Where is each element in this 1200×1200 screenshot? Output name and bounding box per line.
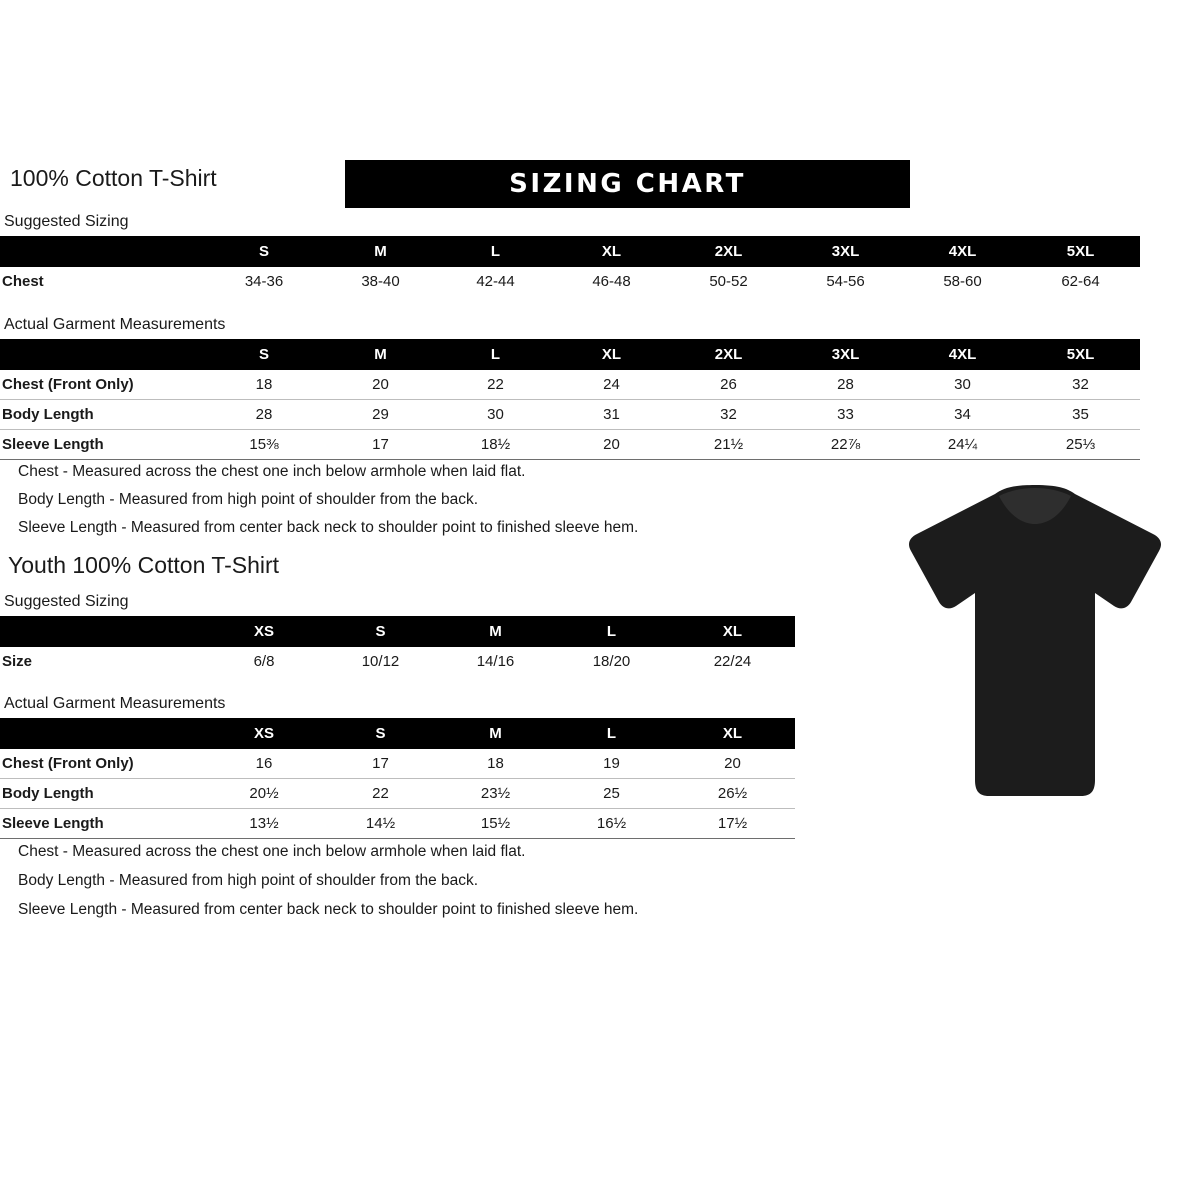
- cell: 46-48: [592, 273, 631, 290]
- row-label: Chest (Front Only): [2, 376, 134, 393]
- cell: 22/24: [713, 653, 752, 670]
- cell: 17: [372, 755, 389, 772]
- col-header: S: [205, 339, 323, 370]
- cell: 18: [487, 755, 504, 772]
- adult-note-sleeve-length: Sleeve Length - Measured from center back neck to shoulder point to finished sleeve hem.: [18, 519, 639, 536]
- cell: 24¼: [947, 436, 978, 453]
- col-header: L: [553, 718, 670, 749]
- col-header: 2XL: [670, 236, 787, 267]
- col-header: M: [323, 236, 438, 267]
- cell: 35: [1072, 406, 1089, 423]
- youth-actual-measurements-table: [0, 718, 795, 839]
- table-header-row: [0, 339, 1140, 370]
- row-label: Body Length: [2, 406, 94, 423]
- col-header: [0, 616, 205, 647]
- cell: 38-40: [361, 273, 400, 290]
- col-header: [0, 718, 205, 749]
- cell: 6/8: [253, 653, 275, 670]
- col-header: M: [438, 718, 553, 749]
- cell: 28: [255, 406, 273, 423]
- col-header: M: [323, 339, 438, 370]
- col-header: 3XL: [787, 236, 904, 267]
- table-row: [0, 647, 795, 676]
- cell: 15⅜: [249, 436, 279, 453]
- adult-note-body-length: Body Length - Measured from high point of shoulder from the back.: [18, 491, 479, 508]
- cell: 18/20: [592, 653, 631, 670]
- table-row: [0, 370, 1140, 400]
- cell: 25⅓: [1065, 436, 1096, 453]
- col-header: S: [323, 718, 438, 749]
- cell: 26: [720, 376, 737, 393]
- adult-header-row: [10, 165, 900, 205]
- cell: 15½: [480, 815, 511, 832]
- cell: 28: [837, 376, 854, 393]
- table-header-row: [0, 718, 795, 749]
- cell: 14½: [365, 815, 396, 832]
- row-label: Chest (Front Only): [2, 755, 134, 772]
- cell: 14/16: [476, 653, 515, 670]
- col-header: L: [438, 339, 553, 370]
- col-header: 5XL: [1021, 236, 1140, 267]
- cell: 25: [603, 785, 620, 802]
- cell: 58-60: [943, 273, 982, 290]
- cell: 16½: [596, 815, 627, 832]
- table-row: [0, 749, 795, 779]
- adult-actual-measurements-table: [0, 339, 1140, 460]
- adult-actual-measurements-label: Actual Garment Measurements: [4, 316, 226, 333]
- youth-suggested-sizing-table: [0, 616, 795, 676]
- col-header: L: [438, 236, 553, 267]
- cell: 32: [1072, 376, 1089, 393]
- table-header-row: [0, 616, 795, 647]
- adult-note-chest: Chest - Measured across the chest one inch below armhole when laid flat.: [18, 463, 526, 480]
- table-row: [0, 809, 795, 839]
- cell: 54-56: [826, 273, 865, 290]
- cell: 32: [720, 406, 737, 423]
- youth-note-chest: Chest - Measured across the chest one inch below armhole when laid flat.: [18, 843, 526, 860]
- cell: 33: [837, 406, 854, 423]
- cell: 42-44: [476, 273, 515, 290]
- cell: 34: [954, 406, 971, 423]
- table-row: [0, 267, 1140, 296]
- cell: 10/12: [361, 653, 400, 670]
- cell: 24: [603, 376, 620, 393]
- col-header: S: [323, 616, 438, 647]
- cell: 22⅞: [830, 436, 861, 453]
- cell: 23½: [480, 785, 511, 802]
- cell: 20: [372, 376, 389, 393]
- col-header: XL: [553, 339, 670, 370]
- table-row: [0, 779, 795, 809]
- cell: 34-36: [244, 273, 284, 290]
- col-header: 4XL: [904, 236, 1021, 267]
- sizing-chart-banner: [345, 160, 910, 208]
- col-header: XL: [670, 718, 795, 749]
- youth-suggested-sizing-label: Suggested Sizing: [4, 593, 129, 610]
- col-header: [0, 339, 205, 370]
- cell: 20: [724, 755, 741, 772]
- cell: 62-64: [1061, 273, 1100, 290]
- cell: 22: [487, 376, 504, 393]
- t-shirt-illustration: [895, 480, 1175, 810]
- cell: 22: [372, 785, 389, 802]
- banner-label: SIZING CHART: [509, 169, 746, 199]
- col-header: S: [205, 236, 323, 267]
- youth-note-sleeve-length: Sleeve Length - Measured from center back neck to shoulder point to finished sleeve hem.: [18, 901, 639, 918]
- cell: 20½: [249, 785, 279, 802]
- col-header: 2XL: [670, 339, 787, 370]
- col-header: [0, 236, 205, 267]
- cell: 17½: [717, 815, 748, 832]
- cell: 50-52: [709, 273, 748, 290]
- col-header: 4XL: [904, 339, 1021, 370]
- youth-section-title: Youth 100% Cotton T-Shirt: [8, 552, 280, 578]
- table-row: [0, 430, 1140, 460]
- cell: 31: [603, 406, 620, 423]
- cell: 30: [487, 406, 504, 423]
- table-header-row: [0, 236, 1140, 267]
- col-header: 5XL: [1021, 339, 1140, 370]
- youth-actual-measurements-label: Actual Garment Measurements: [4, 695, 226, 712]
- cell: 21½: [713, 436, 744, 453]
- col-header: XS: [205, 718, 323, 749]
- row-label: Sleeve Length: [2, 436, 104, 453]
- col-header: L: [553, 616, 670, 647]
- cell: 13½: [249, 815, 279, 832]
- cell: 26½: [717, 785, 748, 802]
- col-header: XL: [670, 616, 795, 647]
- adult-suggested-sizing-table: [0, 236, 1140, 296]
- row-label: Body Length: [2, 785, 94, 802]
- row-label: Size: [2, 653, 33, 670]
- col-header: M: [438, 616, 553, 647]
- row-label: Sleeve Length: [2, 815, 104, 832]
- cell: 29: [372, 406, 389, 423]
- adult-suggested-sizing-label: Suggested Sizing: [4, 213, 129, 230]
- cell: 18: [255, 376, 273, 393]
- table-row: [0, 400, 1140, 430]
- cell: 19: [603, 755, 620, 772]
- col-header: XS: [205, 616, 323, 647]
- page-title: 100% Cotton T-Shirt: [10, 165, 217, 191]
- row-label: Chest: [2, 273, 44, 290]
- t-shirt-icon: [895, 480, 1175, 810]
- col-header: XL: [553, 236, 670, 267]
- cell: 17: [372, 436, 389, 453]
- cell: 18½: [480, 436, 511, 453]
- youth-note-body-length: Body Length - Measured from high point of shoulder from the back.: [18, 872, 479, 889]
- col-header: 3XL: [787, 339, 904, 370]
- cell: 20: [603, 436, 620, 453]
- cell: 30: [954, 376, 971, 393]
- cell: 16: [255, 755, 273, 772]
